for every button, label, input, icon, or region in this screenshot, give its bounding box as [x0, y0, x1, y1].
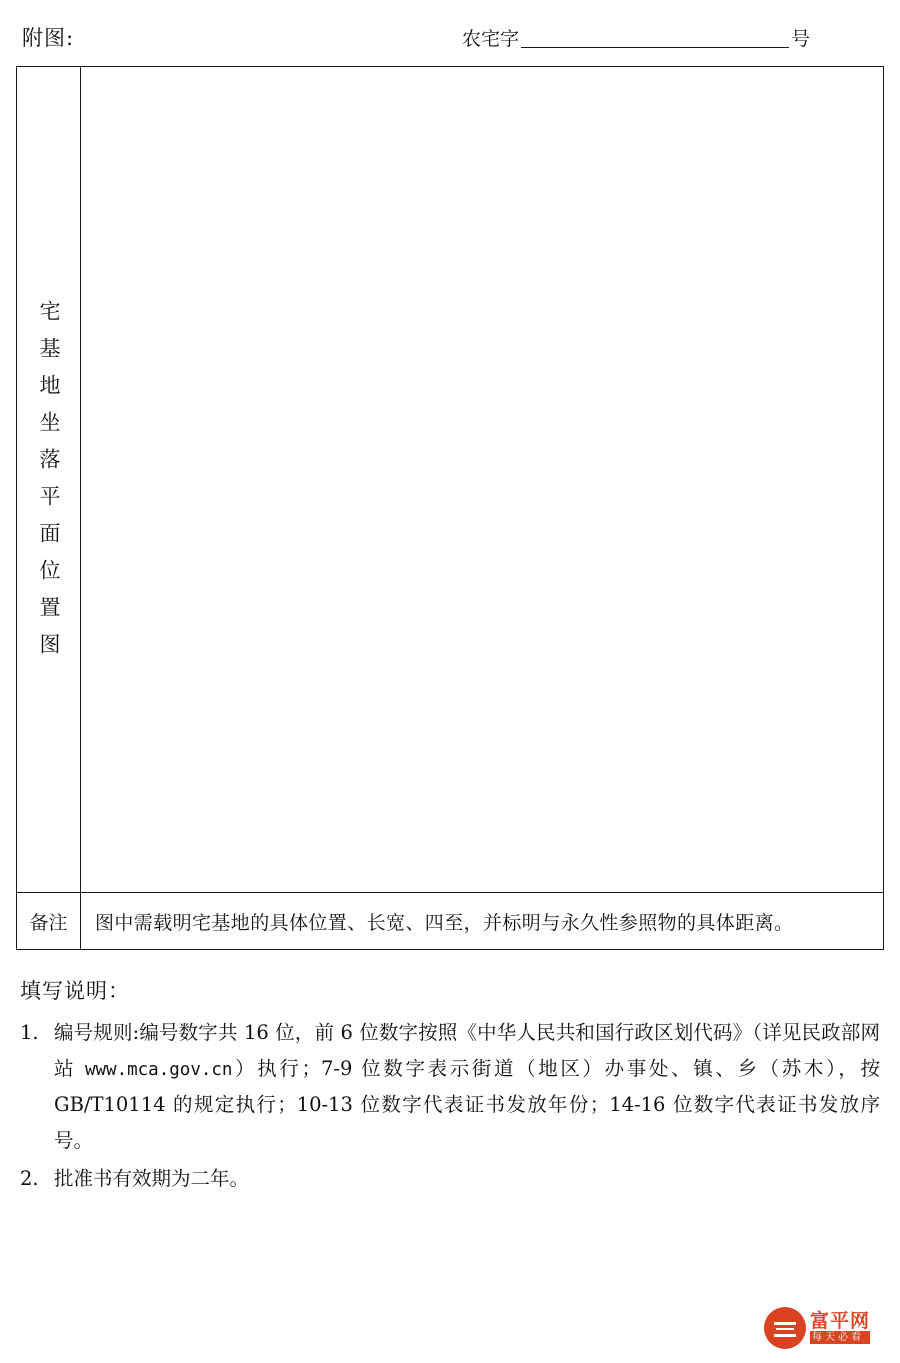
table-row — [17, 67, 883, 893]
watermark-subtitle: 每天必看 — [810, 1331, 870, 1344]
site-plan-table — [16, 66, 884, 950]
document-number-suffix: 号 — [791, 28, 811, 50]
list-item-text-a: 批准书有效期为二年。 — [54, 1167, 250, 1191]
document-header — [22, 22, 878, 62]
site-watermark — [764, 1307, 882, 1349]
list-item-number: 1. — [20, 1021, 39, 1044]
list-item-text-b: ）执行；7-9 位数字表示街道（地区）办事处、镇、乡（苏木），按 GB/T10114 的规定执行；10-13 位数字代表证书发放年份；14-16 位数字代表证书发放序号。 — [54, 1057, 880, 1153]
instructions-section — [20, 975, 880, 1199]
watermark-text — [810, 1309, 871, 1345]
attachment-label: 附图: — [22, 26, 75, 50]
list-item-body — [54, 1161, 880, 1197]
mca-website-url: www.mca.gov.cn — [84, 1060, 233, 1081]
instructions-title: 填写说明： — [20, 979, 130, 1003]
list-item — [20, 1015, 880, 1159]
list-item-number: 2. — [20, 1167, 39, 1191]
table-row — [17, 893, 883, 949]
list-item-body — [54, 1015, 880, 1159]
note-text-cell: 图中需载明宅基地的具体位置、长宽、四至，并标明与永久性参照物的具体距离。 — [95, 911, 794, 934]
site-plan-drawing-area[interactable] — [81, 67, 883, 892]
list-item-text-a: 编号规则:编号数字共 16 位，前 6 位数字按照《中华人民共和国行政区划代码》（详见民政部网站 — [54, 1021, 880, 1081]
gate-tower-icon — [764, 1307, 806, 1349]
note-label-cell: 备注 — [17, 893, 81, 949]
site-plan-title-cell — [17, 67, 81, 892]
gate-tower-glyph — [773, 1318, 797, 1338]
document-number-line — [462, 24, 810, 51]
watermark-title: 富平网 — [810, 1309, 871, 1332]
document-number-blank[interactable] — [521, 30, 789, 48]
document-number-prefix: 农宅字 — [462, 28, 520, 50]
site-plan-title-text: 宅基地坐落平面位置图 — [37, 299, 61, 670]
list-item — [20, 1161, 880, 1197]
